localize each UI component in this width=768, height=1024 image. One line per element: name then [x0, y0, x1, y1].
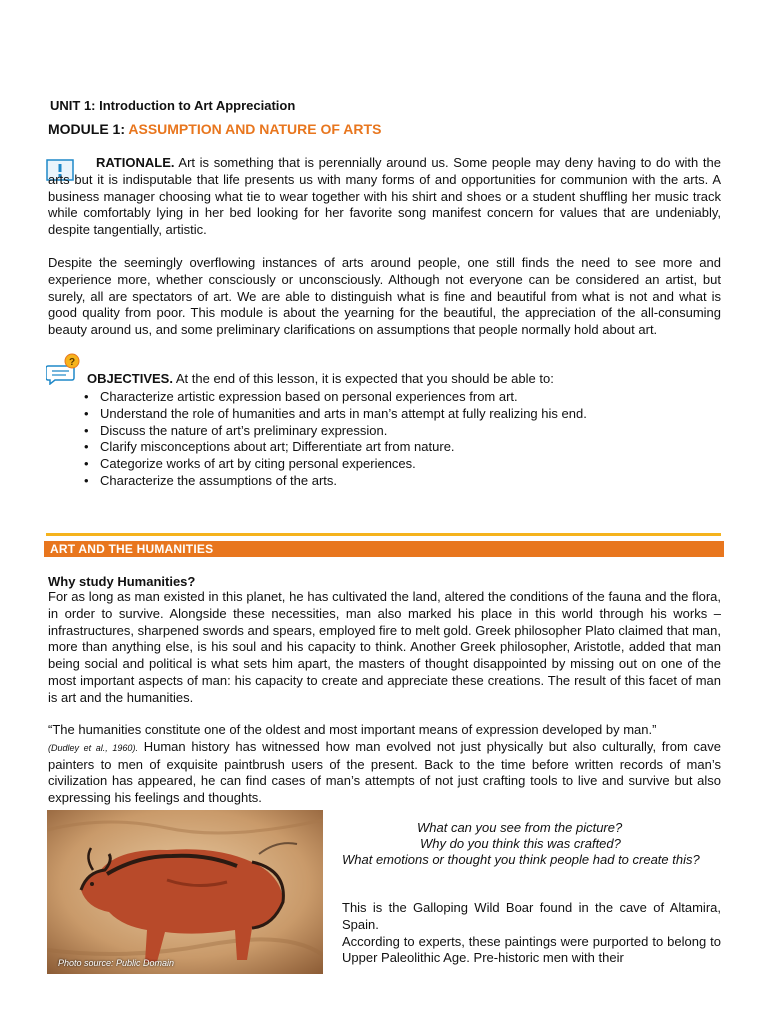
objectives-heading	[87, 371, 554, 386]
svg-text:?: ?	[68, 357, 76, 368]
figure-question-1: What can you see from the picture?	[417, 820, 623, 835]
rationale-paragraph	[48, 155, 721, 239]
objectives-label: OBJECTIVES.	[87, 371, 173, 386]
quote-paragraph	[48, 722, 721, 807]
quote: “The humanities constitute one of the oldest and most important means of expression developed by man.”	[48, 722, 657, 737]
list-item: • Clarify misconceptions about art; Differentiate art from nature.	[80, 439, 587, 456]
photo-credit: Photo source: Public Domain	[58, 958, 175, 968]
rationale-body: Art is something that is perennially around us. Some people may deny having to do with the arts but it is indisputable that life presents us with many forms of and opportunities for communion with the arts. A business manager choosing what tie to wear together with his shirt and shoes or a student shuffling her music track while comfortably lying in her bed looking for her favorite song manifest concern for values that are undeniably, despite tangentially, artistic.	[48, 155, 721, 238]
humanities-paragraph: For as long as man existed in this planet, he has cultivated the land, altered the conditions of the fauna and the flora, in order to survive. Alongside these necessities, man also marked his place in this world through his works – infrastructures, sharpened swords and spears, employed fire to melt gold. Greek philosopher Plato claimed that man, more than anything else, is his soul and his capacity to think. Another Greek philosopher, Aristotle, added that man being social and political is what sets him apart, the masters of thought disappointed by missing out on one of the most important aspects of man: his capacity to create and appreciate these creations. The result of this facet of man is art and the humanities.	[48, 589, 721, 705]
unit-heading: UNIT 1: Introduction to Art Appreciation	[50, 98, 296, 113]
list-item: • Understand the role of humanities and arts in man’s attempt at fully realizing his end.	[80, 406, 587, 423]
section-title: ART AND THE HUMANITIES	[50, 542, 214, 556]
objectives-list	[80, 389, 587, 490]
figure-description-1: This is the Galloping Wild Boar found in the cave of Altamira, Spain.	[342, 900, 721, 932]
module-heading	[48, 121, 381, 137]
module-title: ASSUMPTION AND NATURE OF ARTS	[128, 121, 382, 137]
objectives-intro: At the end of this lesson, it is expected that you should be able to:	[172, 371, 554, 386]
rationale-label: RATIONALE.	[96, 155, 175, 170]
rationale-paragraph-2: Despite the seemingly overflowing instances of arts around people, one still finds the need to see more and experience more, whether consciously or unconsciously. Although not everyone can be considered an artist, but surely, all are spectators of art. We are able to distinguish what is fine and beautiful from what is not and what is good quality from poor. This module is about the yearning for the beautiful, the appreciation of the all-consuming beauty around us, and some preliminary clarifications on assumptions that people normally hold about art.	[48, 255, 721, 338]
section-divider	[46, 533, 721, 536]
module-prefix: MODULE 1:	[48, 121, 129, 137]
list-item: • Discuss the nature of art’s preliminary expression.	[80, 423, 587, 440]
list-item: • Characterize artistic expression based on personal experiences from art.	[80, 389, 587, 406]
question-chat-icon	[46, 353, 86, 385]
citation: (Dudley et al., 1960).	[48, 742, 138, 753]
list-item: • Characterize the assumptions of the arts.	[80, 473, 587, 490]
quote-paragraph-body: Human history has witnessed how man evolved not just physically but also culturally, from cave painters to men of exquisite paintbrush users of the present. Back to the time before written records of man’s civilization has appeared, he can find cases of man’s attempts of not just crafting tools to live and survive but also expressing his feelings and thoughts.	[48, 738, 721, 806]
list-item: • Categorize works of art by citing personal experiences.	[80, 456, 587, 473]
figure-description	[342, 900, 721, 967]
section-banner	[44, 541, 724, 557]
figure-question-2: Why do you think this was crafted?	[420, 836, 621, 851]
figure-description-2: According to experts, these paintings were purported to belong to Upper Paleolithic Age. Pre-historic men with their	[342, 933, 721, 966]
subheading: Why study Humanities?	[48, 574, 196, 589]
figure-question-3: What emotions or thought you think people had to create this?	[342, 852, 700, 867]
cave-painting-image	[47, 810, 323, 974]
